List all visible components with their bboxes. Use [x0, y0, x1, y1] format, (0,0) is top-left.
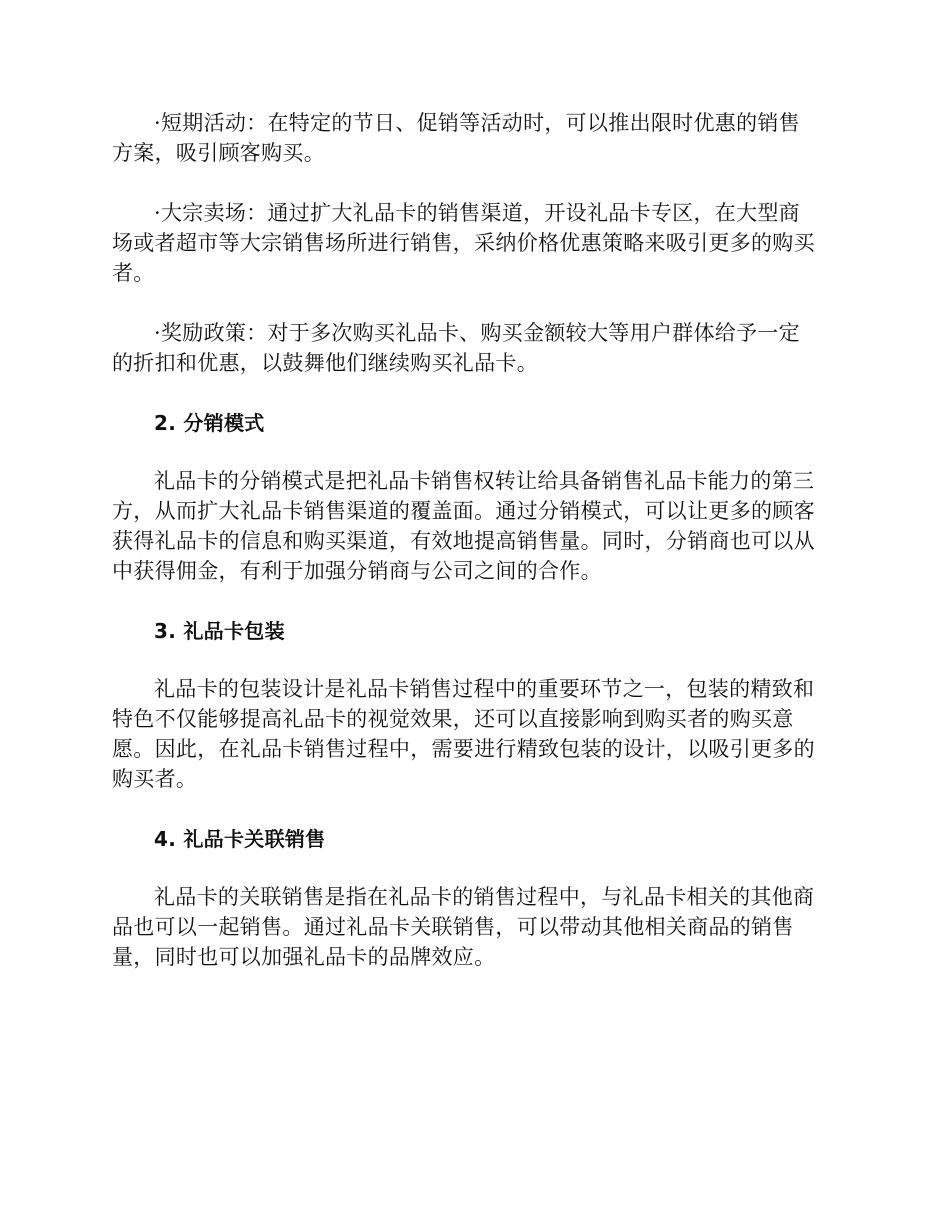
- body-line: 方，从而扩大礼品卡销售渠道的覆盖面。通过分销模式，可以让更多的顾客: [112, 499, 815, 523]
- body-line: 礼品卡的包装设计是礼品卡销售过程中的重要环节之一，包装的精致和: [154, 677, 815, 701]
- bullet-line: ·短期活动：在特定的节日、促销等活动时，可以推出限时优惠的销售: [154, 111, 800, 135]
- bullet-line: ·奖励政策：对于多次购买礼品卡、购买金额较大等用户群体给予一定: [154, 321, 800, 345]
- body-line: 礼品卡的分销模式是把礼品卡销售权转让给具备销售礼品卡能力的第三: [154, 469, 815, 493]
- bullet-reward-policy: [112, 318, 842, 378]
- bullet-line: 的折扣和优惠，以鼓舞他们继续购买礼品卡。: [112, 351, 538, 375]
- section-body-gift-card-packaging: [112, 674, 842, 794]
- body-line: 量，同时也可以加强礼品卡的品牌效应。: [112, 945, 496, 969]
- body-line: 特色不仅能够提高礼品卡的视觉效果，还可以直接影响到购买者的购买意: [112, 707, 794, 731]
- body-line: 获得礼品卡的信息和购买渠道，有效地提高销售量。同时，分销商也可以从: [112, 529, 815, 553]
- section-heading-distribution-model: 2. 分销模式: [154, 411, 265, 435]
- section-heading-related-sales: 4. 礼品卡关联销售: [154, 827, 326, 851]
- bullet-line: ·大宗卖场：通过扩大礼品卡的销售渠道，开设礼品卡专区，在大型商: [154, 201, 800, 225]
- body-line: 礼品卡的关联销售是指在礼品卡的销售过程中，与礼品卡相关的其他商: [154, 885, 815, 909]
- body-line: 中获得佣金，有利于加强分销商与公司之间的合作。: [112, 559, 602, 583]
- body-line: 购买者。: [112, 767, 198, 791]
- body-line: 愿。因此，在礼品卡销售过程中，需要进行精致包装的设计，以吸引更多的: [112, 737, 815, 761]
- section-body-related-sales: [112, 882, 842, 972]
- bullet-line: 方案，吸引顾客购买。: [112, 141, 325, 165]
- bullet-line: 者。: [112, 261, 155, 285]
- section-heading-gift-card-packaging: 3. 礼品卡包装: [154, 619, 285, 643]
- bullet-bulk-stores: [112, 198, 842, 288]
- bullet-line: 场或者超市等大宗销售场所进行销售，采纳价格优惠策略来吸引更多的购买: [112, 231, 815, 255]
- bullet-short-term-activity: [112, 108, 842, 168]
- body-line: 品也可以一起销售。通过礼品卡关联销售，可以带动其他相关商品的销售: [112, 915, 794, 939]
- section-body-distribution-model: [112, 466, 842, 586]
